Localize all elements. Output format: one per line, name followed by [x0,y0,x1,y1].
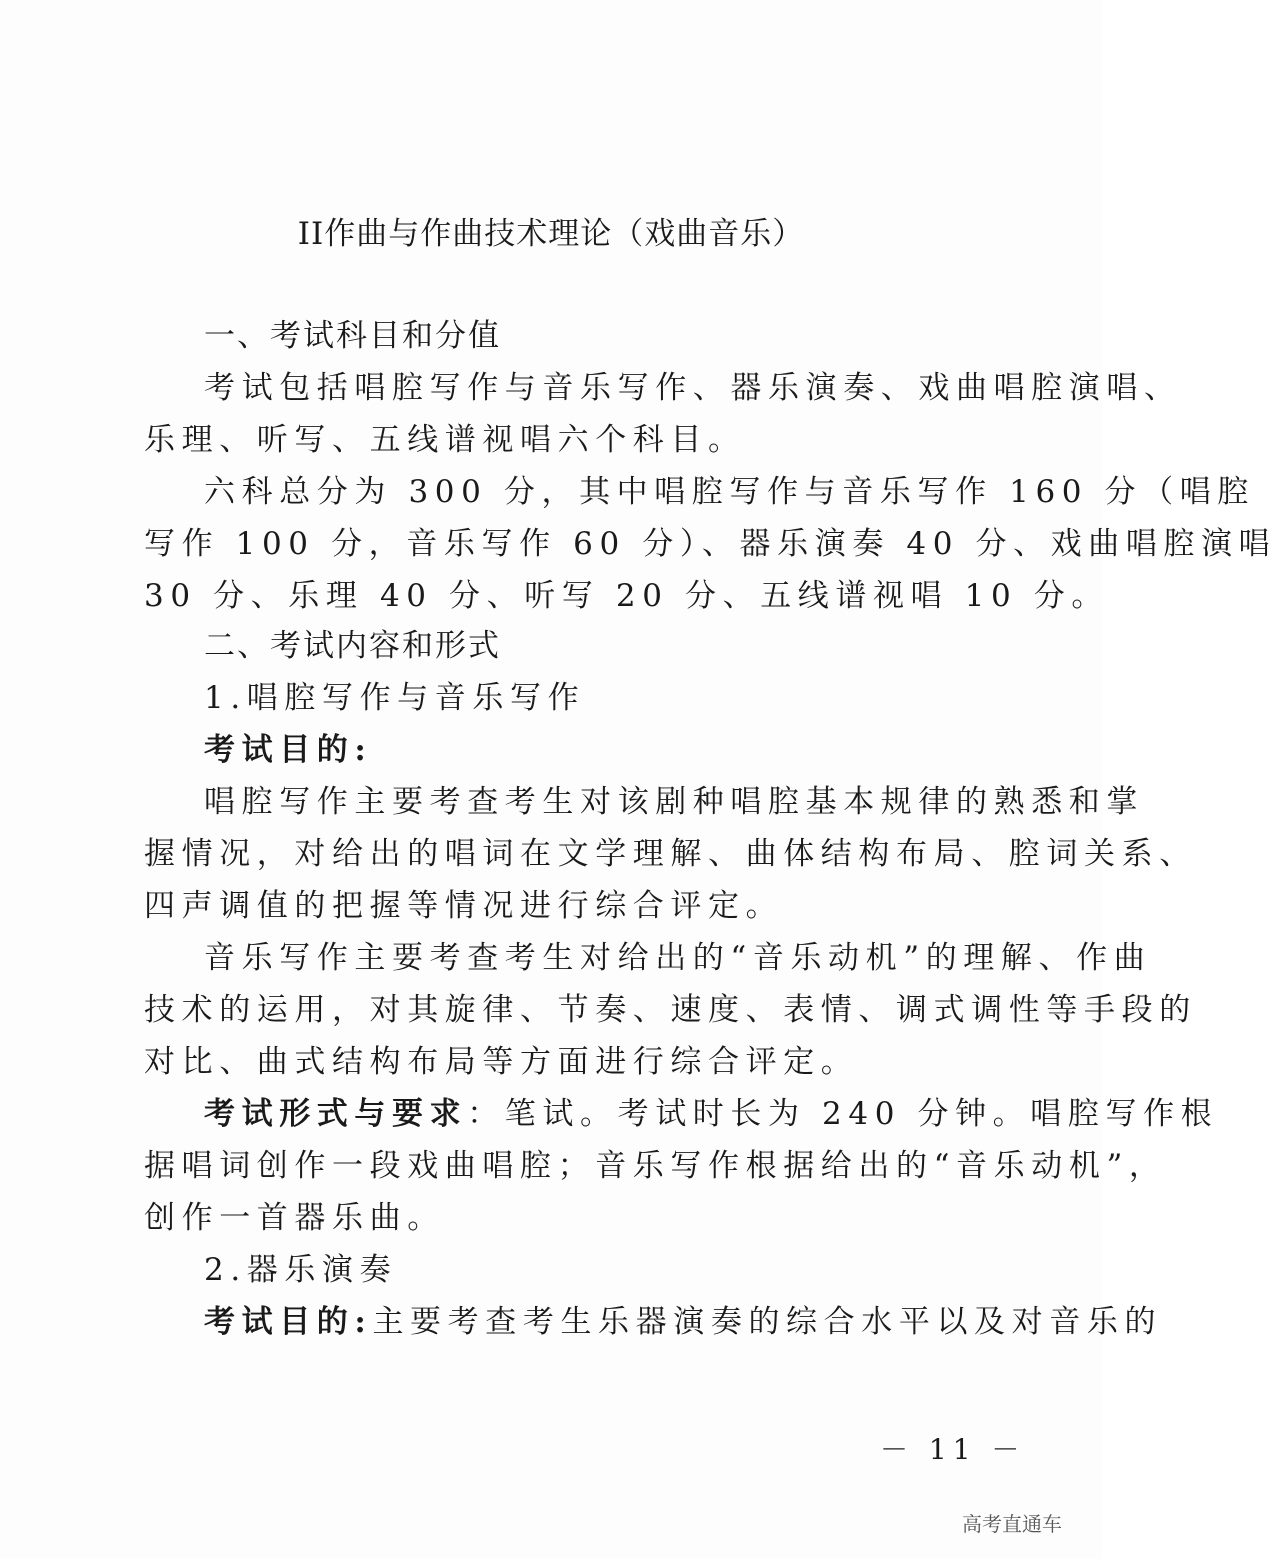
section1-para1-line1: 考试包括唱腔写作与音乐写作、器乐演奏、戏曲唱腔演唱、 [204,370,1182,406]
sub2-heading: 2.器乐演奏 [204,1252,398,1288]
section1-para2-line1: 六科总分为 300 分，其中唱腔写作与音乐写作 160 分（唱腔 [204,474,1255,510]
sub1-heading: 1.唱腔写作与音乐写作 [204,680,586,716]
sub1-form-line1 [204,1094,1218,1134]
section1-heading: 一、考试科目和分值 [204,318,501,354]
sub1-para1-line2: 握情况，对给出的唱词在文学理解、曲体结构布局、腔词关系、 [144,836,1197,872]
section1-para1-line2: 乐理、听写、五线谱视唱六个科目。 [144,422,746,458]
watermark: 高考直通车 [962,1512,1062,1536]
sub2-purpose-text: 主要考查考生乐器演奏的综合水平以及对音乐的 [372,1304,1163,1340]
page-number: － 11 － [880,1433,1026,1466]
sub1-form-line2: 据唱词创作一段戏曲唱腔；音乐写作根据给出的“音乐动机”， [144,1148,1167,1184]
sub1-para2-line1: 音乐写作主要考查考生对给出的“音乐动机”的理解、作曲 [204,940,1152,976]
sub2-purpose-label: 考试目的: [204,1304,373,1340]
section1-para2-line2: 写作 100 分，音乐写作 60 分）、器乐演奏 40 分、戏曲唱腔演唱 [144,526,1276,562]
section1-para2-line3: 30 分、乐理 40 分、听写 20 分、五线谱视唱 10 分。 [144,578,1109,614]
sub1-para1-line1: 唱腔写作主要考查考生对该剧种唱腔基本规律的熟悉和掌 [204,784,1144,820]
section2-heading: 二、考试内容和形式 [204,628,501,664]
sub1-form-label: 考试形式与要求 [204,1096,468,1132]
page-title: II作曲与作曲技术理论（戏曲音乐） [297,216,805,252]
sub1-para2-line2: 技术的运用，对其旋律、节奏、速度、表情、调式调性等手段的 [144,992,1197,1028]
sub1-purpose-label: 考试目的: [204,732,373,768]
sub1-para1-line3: 四声调值的把握等情况进行综合评定。 [144,888,784,924]
sub1-form-line3: 创作一首器乐曲。 [144,1200,445,1236]
sub1-form-text: ：笔试。考试时长为 240 分钟。唱腔写作根 [467,1096,1219,1132]
sub2-purpose-line [204,1302,1162,1342]
sub1-para2-line3: 对比、曲式结构布局等方面进行综合评定。 [144,1044,859,1080]
